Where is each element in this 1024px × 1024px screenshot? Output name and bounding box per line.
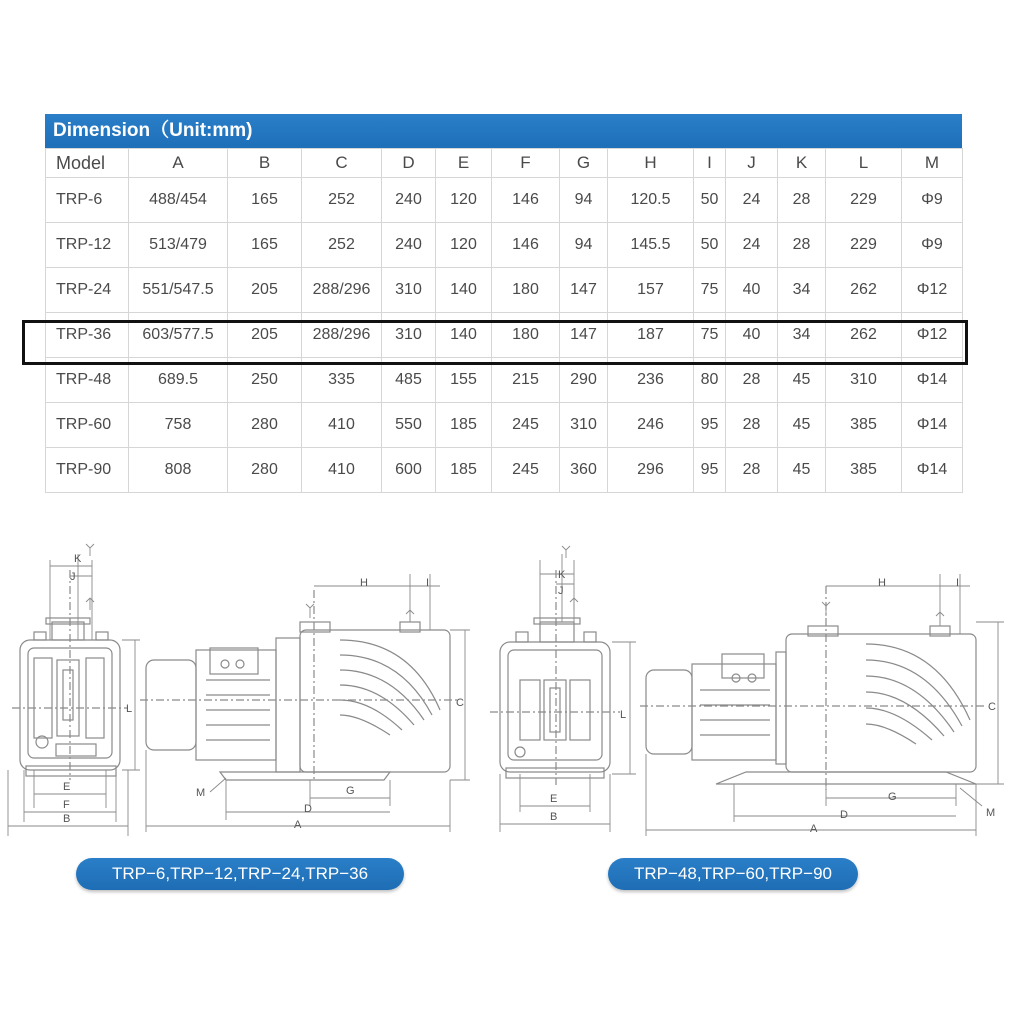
value-cell: 75 xyxy=(694,313,726,358)
col-header-b: B xyxy=(228,149,302,178)
label-h-right: H xyxy=(878,577,886,589)
value-cell: 215 xyxy=(492,358,560,403)
value-cell: 50 xyxy=(694,178,726,223)
label-g-right: G xyxy=(888,791,897,803)
value-cell: Φ9 xyxy=(902,178,963,223)
value-cell: 310 xyxy=(382,268,436,313)
label-e-left: E xyxy=(63,781,71,793)
label-k-right: K xyxy=(558,569,566,581)
value-cell: 157 xyxy=(608,268,694,313)
value-cell: 180 xyxy=(492,313,560,358)
model-cell: TRP-90 xyxy=(46,448,129,493)
col-header-model: Model xyxy=(46,149,129,178)
value-cell: 28 xyxy=(778,223,826,268)
value-cell: 34 xyxy=(778,313,826,358)
value-cell: 280 xyxy=(228,448,302,493)
value-cell: 229 xyxy=(826,178,902,223)
model-cell: TRP-36 xyxy=(46,313,129,358)
value-cell: 120.5 xyxy=(608,178,694,223)
table-row xyxy=(46,178,963,223)
value-cell: 335 xyxy=(302,358,382,403)
value-cell: 146 xyxy=(492,223,560,268)
value-cell: 45 xyxy=(778,448,826,493)
value-cell: 252 xyxy=(302,178,382,223)
value-cell: 245 xyxy=(492,448,560,493)
value-cell: 140 xyxy=(436,268,492,313)
value-cell: 310 xyxy=(826,358,902,403)
value-cell: 28 xyxy=(726,403,778,448)
value-cell: 146 xyxy=(492,178,560,223)
value-cell: 758 xyxy=(129,403,228,448)
value-cell: 185 xyxy=(436,448,492,493)
value-cell: 40 xyxy=(726,313,778,358)
label-l-left: L xyxy=(126,703,133,715)
value-cell: 603/577.5 xyxy=(129,313,228,358)
value-cell: 280 xyxy=(228,403,302,448)
value-cell: 205 xyxy=(228,268,302,313)
label-g-left: G xyxy=(346,785,355,797)
label-a-right: A xyxy=(810,823,818,835)
value-cell: 551/547.5 xyxy=(129,268,228,313)
value-cell: 147 xyxy=(560,313,608,358)
value-cell: 75 xyxy=(694,268,726,313)
value-cell: 410 xyxy=(302,403,382,448)
label-c-right: C xyxy=(988,701,996,713)
col-header-g: G xyxy=(560,149,608,178)
label-k-left: K xyxy=(74,553,82,565)
value-cell: Φ14 xyxy=(902,448,963,493)
value-cell: 550 xyxy=(382,403,436,448)
value-cell: 147 xyxy=(560,268,608,313)
label-j-right: J xyxy=(558,585,564,597)
table-header-row xyxy=(46,149,963,178)
col-header-h: H xyxy=(608,149,694,178)
value-cell: 94 xyxy=(560,223,608,268)
value-cell: 140 xyxy=(436,313,492,358)
value-cell: 485 xyxy=(382,358,436,403)
table-row xyxy=(46,403,963,448)
value-cell: 246 xyxy=(608,403,694,448)
col-header-m: M xyxy=(902,149,963,178)
value-cell: 513/479 xyxy=(129,223,228,268)
value-cell: 290 xyxy=(560,358,608,403)
right-side-view xyxy=(640,586,985,790)
value-cell: 180 xyxy=(492,268,560,313)
dimension-drawings xyxy=(0,530,1024,850)
value-cell: 80 xyxy=(694,358,726,403)
value-cell: 410 xyxy=(302,448,382,493)
value-cell: 245 xyxy=(492,403,560,448)
table-row xyxy=(46,448,963,493)
left-side-view xyxy=(140,590,460,780)
value-cell: 229 xyxy=(826,223,902,268)
dimension-table-panel xyxy=(45,114,962,493)
value-cell: 262 xyxy=(826,313,902,358)
value-cell: 28 xyxy=(726,448,778,493)
value-cell: 240 xyxy=(382,223,436,268)
value-cell: 187 xyxy=(608,313,694,358)
model-cell: TRP-24 xyxy=(46,268,129,313)
model-cell: TRP-6 xyxy=(46,178,129,223)
left-side-dims xyxy=(146,574,470,832)
table-row xyxy=(46,223,963,268)
label-b-right: B xyxy=(550,811,558,823)
col-header-k: K xyxy=(778,149,826,178)
value-cell: 185 xyxy=(436,403,492,448)
value-cell: 310 xyxy=(560,403,608,448)
col-header-c: C xyxy=(302,149,382,178)
value-cell: 385 xyxy=(826,448,902,493)
dimension-letters xyxy=(63,553,996,835)
value-cell: 45 xyxy=(778,358,826,403)
value-cell: 34 xyxy=(778,268,826,313)
label-i-right: I xyxy=(956,577,960,589)
model-cell: TRP-60 xyxy=(46,403,129,448)
value-cell: 236 xyxy=(608,358,694,403)
value-cell: 50 xyxy=(694,223,726,268)
right-caption-pill: TRP−48,TRP−60,TRP−90 xyxy=(608,858,858,890)
value-cell: 94 xyxy=(560,178,608,223)
value-cell: 360 xyxy=(560,448,608,493)
col-header-f: F xyxy=(492,149,560,178)
label-d-left: D xyxy=(304,803,312,815)
value-cell: 165 xyxy=(228,223,302,268)
value-cell: 288/296 xyxy=(302,268,382,313)
right-front-view xyxy=(490,570,620,785)
value-cell: 808 xyxy=(129,448,228,493)
value-cell: 24 xyxy=(726,223,778,268)
col-header-a: A xyxy=(129,149,228,178)
table-title: Dimension（Unit:mm) xyxy=(45,114,962,148)
value-cell: 45 xyxy=(778,403,826,448)
col-header-i: I xyxy=(694,149,726,178)
model-cell: TRP-12 xyxy=(46,223,129,268)
value-cell: 250 xyxy=(228,358,302,403)
label-d-right: D xyxy=(840,809,848,821)
label-b-left: B xyxy=(63,813,71,825)
value-cell: 488/454 xyxy=(129,178,228,223)
right-side-dims xyxy=(646,574,1004,836)
label-a-left: A xyxy=(294,819,302,831)
value-cell: Φ14 xyxy=(902,358,963,403)
value-cell: Φ14 xyxy=(902,403,963,448)
value-cell: 205 xyxy=(228,313,302,358)
value-cell: 296 xyxy=(608,448,694,493)
value-cell: 24 xyxy=(726,178,778,223)
label-m-left: M xyxy=(196,787,206,799)
label-m-right: M xyxy=(986,807,996,819)
value-cell: Φ12 xyxy=(902,268,963,313)
value-cell: 165 xyxy=(228,178,302,223)
label-h-left: H xyxy=(360,577,368,589)
left-front-view xyxy=(12,570,128,780)
value-cell: 95 xyxy=(694,403,726,448)
label-f-left: F xyxy=(63,799,70,811)
value-cell: 120 xyxy=(436,178,492,223)
value-cell: 288/296 xyxy=(302,313,382,358)
left-caption-pill: TRP−6,TRP−12,TRP−24,TRP−36 xyxy=(76,858,404,890)
value-cell: 385 xyxy=(826,403,902,448)
value-cell: 252 xyxy=(302,223,382,268)
value-cell: 95 xyxy=(694,448,726,493)
col-header-d: D xyxy=(382,149,436,178)
value-cell: Φ9 xyxy=(902,223,963,268)
value-cell: 145.5 xyxy=(608,223,694,268)
value-cell: 155 xyxy=(436,358,492,403)
value-cell: 600 xyxy=(382,448,436,493)
value-cell: 40 xyxy=(726,268,778,313)
table-row xyxy=(46,268,963,313)
value-cell: 310 xyxy=(382,313,436,358)
value-cell: 28 xyxy=(726,358,778,403)
col-header-j: J xyxy=(726,149,778,178)
highlight-box-trp-36 xyxy=(22,320,968,365)
col-header-e: E xyxy=(436,149,492,178)
value-cell: 240 xyxy=(382,178,436,223)
value-cell: Φ12 xyxy=(902,313,963,358)
label-l-right: L xyxy=(620,709,627,721)
value-cell: 262 xyxy=(826,268,902,313)
label-c-left: C xyxy=(456,697,464,709)
label-i-left: I xyxy=(426,577,430,589)
value-cell: 689.5 xyxy=(129,358,228,403)
label-j-left: J xyxy=(70,571,76,583)
value-cell: 120 xyxy=(436,223,492,268)
label-e-right: E xyxy=(550,793,558,805)
value-cell: 28 xyxy=(778,178,826,223)
col-header-l: L xyxy=(826,149,902,178)
model-cell: TRP-48 xyxy=(46,358,129,403)
